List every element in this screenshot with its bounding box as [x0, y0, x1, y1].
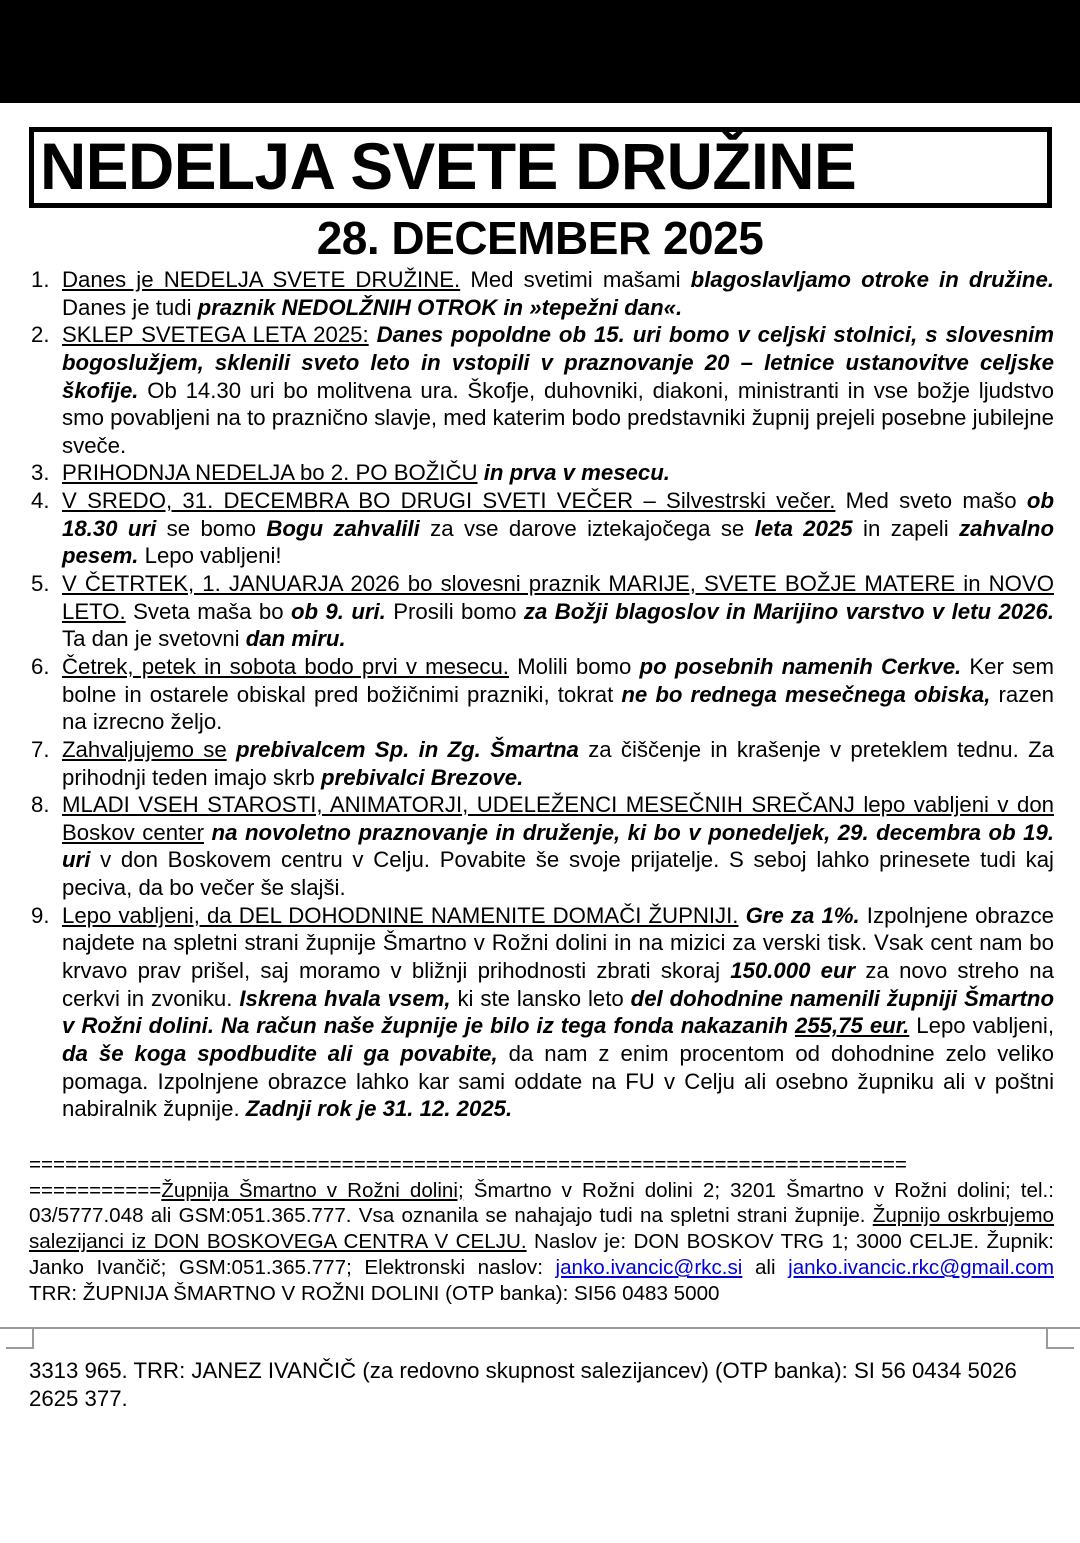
text-run [369, 322, 377, 347]
text-run: Zadnji rok je 31. 12. 2025. [245, 1096, 513, 1122]
text-run: del dohodnine namenili župniji Šmartno v Rožni dolini. Na račun naše župnije je bilo iz tega fonda nakazanih [62, 985, 1054, 1039]
text-run: razen na izrecno željo. [62, 681, 1055, 735]
list-item-text [62, 653, 1054, 736]
list-item [0, 321, 1054, 459]
top-black-band [0, 0, 1080, 103]
crop-mark-left-icon [6, 1329, 34, 1349]
separator-line: ========================================================================= [29, 1152, 907, 1176]
text-run: za Božji blagoslov in Marijino varstvo v letu 2026. [523, 598, 1054, 624]
text-run: ne bo rednega mesečnega obiska, [621, 681, 991, 707]
text-run: zahvalno pesem. [62, 515, 1054, 569]
text-run: Lepo vabljeni, [909, 1013, 1055, 1039]
crop-mark-right-icon [1046, 1329, 1074, 1349]
list-item-text [62, 736, 1054, 791]
text-run: Župnija Šmartno v Rožni dolini; [161, 1178, 464, 1202]
text-run: Šmartno v Rožni dolini 2; 3201 Šmartno v Rožni dolini; tel.: 03/5777.048 ali GSM:051.365.777. Vsa oznanila se nahajajo tudi na spletni strani župnije. [29, 1178, 1055, 1228]
list-item [0, 902, 1054, 1123]
list-item [0, 736, 1054, 791]
text-run: ki ste lansko leto [450, 985, 631, 1011]
text-run: da nam z enim procentom od dohodnine zelo veliko pomaga. Izpolnjene obrazce lahko kar sami oddate na FU v Celju ali osebno župniku ali v poštni nabiralnik župnije. [62, 1040, 1054, 1122]
text-run: in prva v mesecu. [483, 460, 670, 486]
text-run: TRR: ŽUPNIJA ŠMARTNO V ROŽNI DOLINI (OTP banka): SI56 0483 5000 [29, 1282, 720, 1306]
text-run: prebivalci Brezove. [321, 764, 524, 790]
text-run: se bomo [156, 515, 267, 541]
text-run: Lepo vabljeni! [138, 543, 282, 569]
text-run: za novo streho na cerkvi in zvoniku. [62, 957, 1054, 1011]
list-item [0, 487, 1054, 570]
text-run: Danes je NEDELJA SVETE DRUŽINE. [62, 266, 461, 292]
list-item-number: 7. [31, 736, 50, 762]
list-item-text [62, 791, 1054, 902]
text-run: Bogu zahvalili [266, 515, 420, 541]
text-run: Med sveto mašo [835, 488, 1027, 514]
text-run: Naslov je: DON BOSKOV TRG 1; 3000 CELJE. Župnik: Janko Ivančič; GSM:051.365.777; Elektronski naslov: [29, 1230, 1054, 1280]
text-run: na novoletno praznovanje in druženje, ki bo v ponedeljek, 29. decembra ob 19. uri [62, 819, 1055, 873]
text-run: 255,75 eur. [794, 1013, 910, 1039]
list-item [0, 459, 1054, 487]
email-link[interactable]: janko.ivancic@rkc.si [555, 1256, 743, 1280]
text-run: Iskrena hvala vsem, [239, 985, 451, 1011]
list-item-number: 9. [31, 902, 50, 928]
text-run [227, 737, 236, 762]
text-run: Danes je tudi [62, 294, 198, 320]
text-run: 150.000 eur [730, 957, 856, 983]
text-run: prebivalcem Sp. in Zg. Šmartna [235, 736, 579, 762]
text-run: Molili bomo [508, 653, 640, 679]
announcements-list [0, 266, 1054, 1123]
list-item-text [62, 266, 1054, 321]
text-run: za vse darove iztekajočega se [419, 515, 755, 541]
text-run: da še koga spodbudite ali ga povabite, [62, 1040, 498, 1066]
list-item-text [62, 487, 1054, 570]
list-item-number: 8. [31, 792, 50, 818]
text-run: dan miru. [245, 626, 346, 652]
text-run: praznik NEDOLŽNIH OTROK in »tepežni dan«. [197, 294, 683, 320]
text-run: Med svetimi mašami [460, 266, 691, 292]
text-run: blagoslavljamo otroke in družine. [690, 266, 1054, 292]
text-run: Lepo vabljeni, da DEL DOHODNINE NAMENITE DOMAČI ŽUPNIJI. [62, 902, 739, 928]
text-run: V ČETRTEK, 1. JANUARJA 2026 bo slovesni praznik MARIJE, SVETE BOŽJE MATERE in NOVO LETO. [62, 571, 1054, 624]
list-item-number: 4. [31, 488, 50, 514]
list-item-text [62, 902, 1054, 1123]
title-box [29, 127, 1052, 208]
text-run: Zahvaljujemo se [62, 736, 227, 762]
list-item-text [62, 321, 1054, 459]
text-run: v don Boskovem centru v Celju. Povabite še svoje prijatelje. S seboj lahko prinesete tudi kaj peciva, da bo večer še slajši. [62, 847, 1054, 901]
list-item-number: 5. [31, 571, 50, 597]
text-run: V SREDO, 31. DECEMBRA BO DRUGI SVETI VEČER – Silvestrski večer. [62, 488, 836, 514]
page-break-rule [0, 1327, 1080, 1329]
text-run: Prosili bomo [385, 598, 524, 624]
text-run: ali [742, 1256, 789, 1280]
document-page [0, 103, 1080, 1413]
text-run: ob 18.30 uri [62, 488, 1054, 541]
text-run: Ta dan je svetovni [62, 626, 246, 652]
text-run: MLADI VSEH STAROSTI, ANIMATORJI, UDELEŽENCI MESEČNIH SREČANJ lepo vabljeni v don Boskov center [62, 792, 1054, 845]
text-run: SKLEP SVETEGA LETA 2025: [62, 322, 369, 348]
text-run [204, 820, 212, 845]
text-run: PRIHODNJA NEDELJA bo 2. PO BOŽIČU [62, 460, 478, 486]
list-item-text [62, 459, 1054, 487]
list-item-text [62, 570, 1054, 653]
text-run: za čiščenje in krašenje v preteklem tednu. Za prihodnji teden imajo skrb [62, 736, 1054, 790]
text-run: Sveta maša bo [125, 598, 291, 624]
list-item [0, 791, 1054, 902]
email-link[interactable]: janko.ivancic.rkc@gmail.com [788, 1256, 1054, 1280]
page-subtitle: 28. DECEMBER 2025 [316, 211, 764, 264]
text-run: Izpolnjene obrazce najdete na spletni strani župnije Šmartno v Rožni dolini in na mizici za verski tisk. Vsak cent nam bo krvavo prav prišel, saj moramo v bližnji prihodnosti zbrati skoraj [62, 902, 1054, 983]
text-run: Gre za 1%. [745, 902, 860, 928]
text-run: po posebnih namenih Cerkve. [639, 653, 962, 679]
text-run: Danes popoldne ob 15. uri bomo v celjski stolnici, s slovesnim bogoslužjem, sklenili sveto leto in vstopili v praznovanje 20 – letnice ustanovitve celjske škofije. [62, 322, 1054, 403]
text-run: Četrek, petek in sobota bodo prvi v mesecu. [62, 653, 509, 679]
list-item [0, 653, 1054, 736]
footer-block [29, 1153, 1054, 1307]
list-item [0, 266, 1054, 321]
page-two-text: 3313 965. TRR: JANEZ IVANČIČ (za redovno skupnost salezijancev) (OTP banka): SI 56 0434 5026 2625 377. [29, 1358, 1017, 1412]
list-item [0, 570, 1054, 653]
text-run: Ker sem bolne in ostarele obiskal pred božičnimi prazniki, tokrat [62, 653, 1054, 707]
page-title: NEDELJA SVETE DRUŽINE [40, 129, 857, 203]
text-run: Župnijo oskrbujemo salezijanci iz DON BOSKOVEGA CENTRA V CELJU. [29, 1204, 1054, 1254]
text-run [738, 903, 745, 928]
footer-contact-text [29, 1178, 1054, 1308]
text-run: leta 2025 [754, 515, 853, 541]
text-run: ob 9. uri. [290, 598, 386, 624]
list-item-number: 3. [31, 460, 50, 486]
text-run: in zapeli [852, 515, 960, 541]
list-item-number: 2. [31, 322, 50, 348]
separator-inline: =========== [29, 1178, 162, 1202]
list-item-number: 1. [31, 266, 50, 292]
list-item-number: 6. [31, 653, 50, 679]
page-break [0, 1321, 1080, 1351]
text-run: Ob 14.30 uri bo molitvena ura. Škofje, duhovniki, diakoni, ministranti in vse božje ljudstvo smo povabljeni na to praznično slavje, med katerim bodo predstavniki župnij prejeli posebne jubilejne sveče. [62, 377, 1054, 458]
